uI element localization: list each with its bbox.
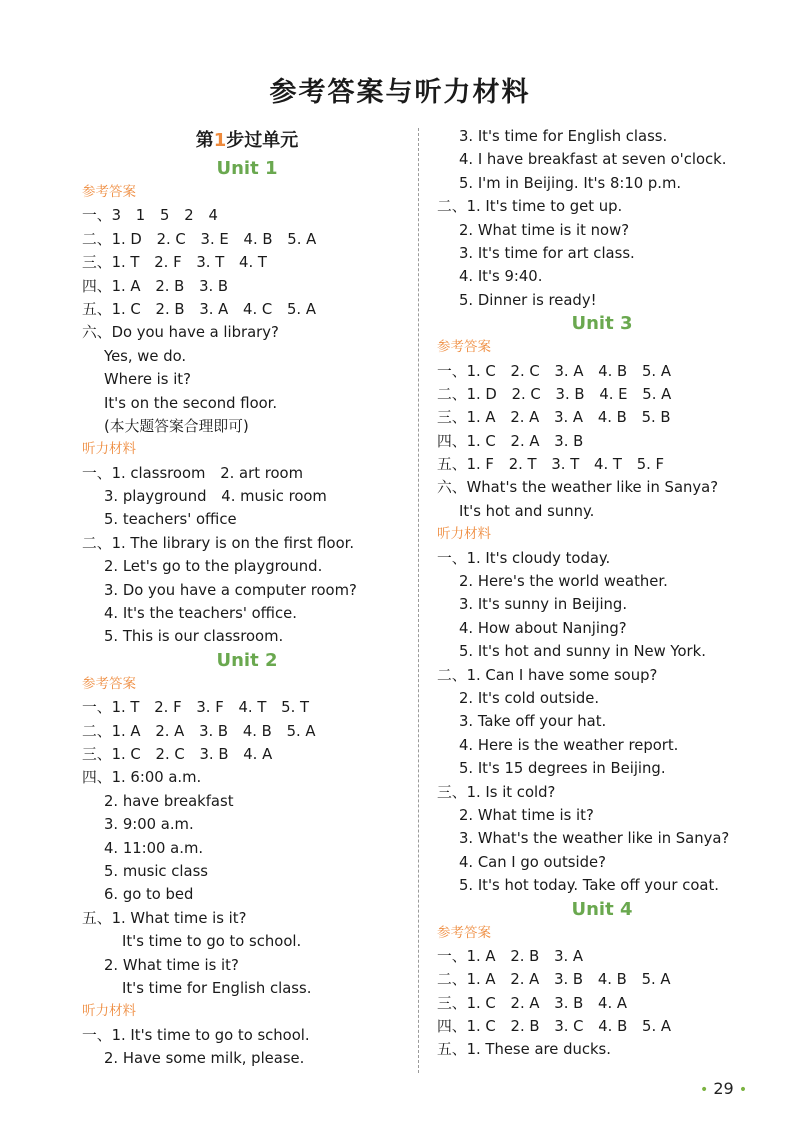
text-line: 5. teachers' office — [104, 511, 237, 529]
text-line: 五、1. What time is it? — [82, 909, 247, 927]
text-line: 3. It's time for English class. — [459, 128, 668, 145]
text-line: 3. 9:00 a.m. — [104, 816, 194, 834]
text-line: It's time to go to school. — [122, 933, 302, 951]
text-line: 3. playground 4. music room — [104, 488, 327, 506]
text-line: 4. Here is the weather report. — [459, 736, 679, 754]
unit-3-listening — [437, 547, 767, 898]
text-line: 五、1. C 2. B 3. A 4. C 5. A — [82, 300, 316, 318]
page-number-value: 29 — [713, 1079, 734, 1098]
text-line: 四、1. C 2. A 3. B — [437, 432, 584, 450]
text-line: 三、1. A 2. A 3. A 4. B 5. B — [437, 409, 671, 427]
text-line: 二、1. D 2. C 3. E 4. B 5. A — [82, 230, 317, 248]
text-line: Where is it? — [104, 371, 191, 389]
text-line: 一、1. It's cloudy today. — [437, 549, 611, 567]
text-line: 5. music class — [104, 862, 209, 880]
text-line: 四、1. 6:00 a.m. — [82, 769, 202, 787]
text-line: 5. It's 15 degrees in Beijing. — [459, 760, 666, 778]
step-suffix: 步过单元 — [226, 130, 299, 151]
text-line: 2. What time is it now? — [459, 221, 630, 239]
text-line: 5. It's hot and sunny in New York. — [459, 643, 706, 661]
text-line: 3. What's the weather like in Sanya? — [459, 830, 730, 848]
step-heading — [82, 125, 412, 157]
text-line: 2. What time is it? — [459, 806, 594, 824]
bullet-dot-icon: • — [700, 1082, 709, 1098]
unit-4-answers-label: 参考答案 — [437, 924, 491, 941]
text-line: 2. What time is it? — [104, 956, 239, 974]
text-line: Yes, we do. — [104, 347, 187, 365]
text-line: 一、1. A 2. B 3. A — [437, 947, 584, 965]
text-line: 4. It's 9:40. — [459, 268, 543, 286]
text-line: 4. How about Nanjing? — [459, 619, 627, 637]
step-number: 1 — [213, 130, 227, 151]
text-line: 2. It's cold outside. — [459, 689, 600, 707]
unit-2-answers-label: 参考答案 — [82, 675, 136, 692]
text-line: It's time for English class. — [122, 979, 312, 997]
text-line: 四、1. C 2. B 3. C 4. B 5. A — [437, 1018, 671, 1036]
left-column — [82, 125, 412, 1070]
text-line: 6. go to bed — [104, 886, 194, 904]
unit-3-answers-label: 参考答案 — [437, 339, 491, 356]
text-line: 4. It's the teachers' office. — [104, 605, 297, 623]
text-line: 二、1. Can I have some soup? — [437, 666, 658, 684]
text-line: 六、Do you have a library? — [82, 324, 279, 342]
text-line: 5. Dinner is ready! — [459, 291, 597, 309]
right-column — [437, 125, 767, 1062]
text-line: 二、1. D 2. C 3. B 4. E 5. A — [437, 385, 672, 403]
text-line: 3. Take off your hat. — [459, 713, 607, 731]
text-line: 一、1. C 2. C 3. A 4. B 5. A — [437, 362, 671, 380]
text-line: 一、1. It's time to go to school. — [82, 1026, 310, 1044]
text-line: 三、1. T 2. F 3. T 4. T — [82, 254, 267, 272]
unit-3-answers — [437, 360, 767, 524]
text-line: 五、1. These are ducks. — [437, 1041, 611, 1059]
unit-2-listening — [82, 1024, 412, 1071]
text-line: 三、1. Is it cold? — [437, 783, 556, 801]
page-number — [700, 1079, 747, 1098]
unit-2-listening-continued — [437, 125, 767, 312]
unit-4-answers — [437, 945, 767, 1062]
text-line: 六、What's the weather like in Sanya? — [437, 479, 719, 497]
unit-4-heading: Unit 4 — [571, 898, 633, 920]
text-line: 2. Have some milk, please. — [104, 1050, 305, 1068]
text-line: 4. I have breakfast at seven o'clock. — [459, 151, 727, 169]
text-line: It's on the second floor. — [104, 394, 278, 412]
text-line: 二、1. A 2. A 3. B 4. B 5. A — [437, 971, 671, 989]
text-line: 三、1. C 2. A 3. B 4. A — [437, 994, 627, 1012]
text-line: 2. have breakfast — [104, 792, 234, 810]
unit-2-answers — [82, 696, 412, 1000]
unit-1-heading: Unit 1 — [216, 158, 278, 179]
text-line: 2. Let's go to the playground. — [104, 558, 323, 576]
text-line: 二、1. The library is on the first floor. — [82, 534, 355, 552]
text-line: 3. It's time for art class. — [459, 244, 635, 262]
unit-1-answers-label: 参考答案 — [82, 184, 136, 200]
text-line: 三、1. C 2. C 3. B 4. A — [82, 745, 273, 763]
text-line: 5. This is our classroom. — [104, 628, 284, 646]
unit-2-heading: Unit 2 — [216, 649, 278, 671]
step-prefix: 第 — [195, 130, 214, 151]
unit-1-listening — [82, 462, 412, 649]
text-line: 4. Can I go outside? — [459, 853, 606, 871]
text-line: It's hot and sunny. — [459, 502, 595, 520]
unit-1-listening-label: 听力材料 — [82, 441, 136, 458]
column-divider — [418, 128, 419, 1073]
text-line: 一、3 1 5 2 4 — [82, 207, 218, 225]
text-line: 4. 11:00 a.m. — [104, 839, 204, 857]
bullet-dot-icon: • — [738, 1082, 748, 1098]
text-line: 5. It's hot today. Take off your coat. — [459, 877, 719, 895]
text-line: 5. I'm in Beijing. It's 8:10 p.m. — [459, 174, 682, 192]
text-line: 3. It's sunny in Beijing. — [459, 596, 628, 614]
unit-3-listening-label: 听力材料 — [437, 526, 491, 543]
text-line: 3. Do you have a computer room? — [104, 581, 357, 599]
text-line: 四、1. A 2. B 3. B — [82, 277, 229, 295]
text-line: 二、1. It's time to get up. — [437, 198, 623, 216]
unit-1-answers — [82, 204, 412, 438]
page-title: 参考答案与听力材料 — [269, 77, 531, 108]
text-line: 二、1. A 2. A 3. B 4. B 5. A — [82, 722, 316, 740]
text-line: 2. Here's the world weather. — [459, 573, 668, 591]
text-line: 五、1. F 2. T 3. T 4. T 5. F — [437, 456, 665, 474]
text-line: (本大题答案合理即可) — [104, 417, 249, 435]
text-line: 一、1. T 2. F 3. F 4. T 5. T — [82, 699, 310, 717]
unit-2-listening-label: 听力材料 — [82, 1003, 136, 1020]
text-line: 一、1. classroom 2. art room — [82, 464, 303, 482]
unit-3-heading: Unit 3 — [571, 313, 633, 335]
